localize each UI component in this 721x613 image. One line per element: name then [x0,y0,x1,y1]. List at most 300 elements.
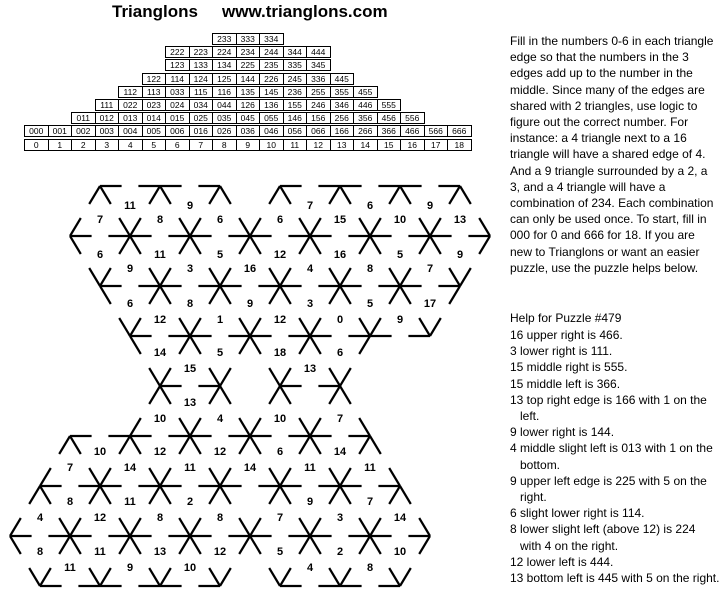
hint-item: 15 middle left is 366. [510,376,621,391]
combination-cell: 366 [377,125,402,137]
triangle-number: 7 [66,462,74,474]
edge-line [29,568,40,586]
edge-line [329,186,340,204]
triangle-number: 9 [186,200,194,212]
combination-cell: 145 [259,86,284,98]
edge-line [179,436,190,454]
edge-line [250,318,261,336]
triangle-number: 11 [184,462,196,474]
triangle-number: 11 [124,496,136,508]
edge-line [130,236,141,254]
combination-cell: 025 [189,112,214,124]
edge-line [220,486,231,504]
combination-cell: 133 [189,59,214,71]
triangle-number: 3 [306,298,314,310]
edge-line [430,236,441,254]
combination-cell: 555 [377,99,402,111]
triangle-number: 12 [273,249,287,261]
triangle-number: 13 [183,397,197,409]
triangle-number: 7 [366,496,374,508]
triangle-number: 9 [456,249,464,261]
combination-cell: 234 [236,46,261,58]
edge-line [220,368,231,386]
edge-line [269,486,280,504]
edge-line [359,436,370,454]
edge-line [310,318,321,336]
edge-line [160,186,171,204]
triangle-number: 4 [306,263,314,275]
edge-line [389,486,400,504]
triangle-number: 7 [336,413,344,425]
edge-line [329,568,340,586]
edge-line [160,486,171,504]
combination-cell: 445 [330,73,355,85]
triangle-number: 10 [93,446,107,458]
triangle-number: 6 [276,214,284,226]
sum-cell: 2 [71,139,96,151]
triangle-number: 10 [393,546,407,558]
edge-line [449,286,460,304]
combination-cell: 016 [189,125,214,137]
triangle-number: 15 [333,214,347,226]
triangle-number: 7 [426,263,434,275]
sum-cell: 11 [283,139,308,151]
edge-line [40,486,51,504]
triangle-number: 8 [366,263,374,275]
edge-line [239,218,250,236]
combination-cell: 036 [236,125,261,137]
sum-cell: 15 [377,139,402,151]
edge-line [280,268,291,286]
edge-line [250,536,261,554]
hint-item: 15 middle right is 555. [510,360,628,375]
combination-cell: 356 [353,112,378,124]
combination-cell: 125 [212,73,237,85]
edge-line [190,318,201,336]
triangle-number: 8 [156,214,164,226]
edge-line [130,536,141,554]
triangle-number: 8 [186,298,194,310]
hint-item: 16 upper right is 466. [510,328,623,342]
combination-cell: 166 [330,125,355,137]
triangle-number: 5 [276,546,284,558]
combination-cell: 115 [189,86,214,98]
edge-line [460,186,471,204]
edge-line [310,336,321,354]
triangle-number: 12 [273,314,287,326]
edge-line [449,186,460,204]
edge-line [89,268,100,286]
edge-line [190,518,201,536]
triangle-number: 17 [423,298,437,310]
triangle-number: 9 [396,314,404,326]
edge-line [149,468,160,486]
edge-line [419,218,430,236]
combination-cell: 022 [118,99,143,111]
edge-line [130,218,141,236]
triangle-number: 8 [36,546,44,558]
combination-cell: 011 [71,112,96,124]
combination-cell: 001 [48,125,73,137]
edge-line [269,468,280,486]
triangle-number: 6 [336,347,344,359]
combination-cell: 355 [330,86,355,98]
edge-line [280,386,291,404]
edge-line [250,336,261,354]
triangle-number: 9 [126,263,134,275]
edge-line [119,536,130,554]
combination-cell: 256 [330,112,355,124]
triangle-number: 6 [126,298,134,310]
edge-line [299,236,310,254]
sum-cell: 13 [330,139,355,151]
edge-line [269,286,280,304]
edge-line [130,436,141,454]
edge-line [329,486,340,504]
edge-line [130,518,141,536]
triangle-number: 2 [186,496,194,508]
edge-line [299,336,310,354]
edge-line [250,418,261,436]
edge-line [149,368,160,386]
combination-cell: 111 [95,99,120,111]
edge-line [160,468,171,486]
triangle-number: 5 [216,347,224,359]
triangle-number: 11 [154,249,166,261]
triangle-number: 9 [246,298,254,310]
edge-line [160,368,171,386]
triangle-number: 5 [366,298,374,310]
combination-cell: 235 [259,59,284,71]
combination-cell: 222 [165,46,190,58]
triangle-number: 5 [216,249,224,261]
combination-cell: 113 [142,86,167,98]
triangle-number: 14 [243,462,257,474]
combination-cell: 123 [165,59,190,71]
triangle-number: 11 [64,562,76,574]
edge-line [209,186,220,204]
hint-item: 12 lower left is 444. [510,554,614,569]
combination-cell: 224 [212,46,237,58]
edge-line [269,386,280,404]
edge-line [190,336,201,354]
combination-cell: 122 [142,73,167,85]
edge-line [239,436,250,454]
triangle-number: 14 [333,446,347,458]
edge-line [400,486,411,504]
combination-cell: 044 [212,99,237,111]
combination-cell: 233 [212,33,237,45]
triangle-number: 11 [94,546,106,558]
instructions-text: Fill in the numbers 0-6 in each triangle edge so that the numbers in the 3 edges add up to the number in the middle. Since many of the edges are shared with 2 triangles, use logic to figure out the correct number. For instance: a 4 triangle next to a 16 triangle will have a shared edge of 4. And a 9 triangle surrounded by a 2, a 3, and a 4 triangle will have a combination of 234. Each combination can only be used once. To start, fill in 000 for 0 and 666 for 18. If you are new to Trianglons or want an easier puzzle, use the puzzle helps below. [510,34,714,275]
combination-cell: 155 [283,99,308,111]
edge-line [389,468,400,486]
site-url: www.trianglons.com [222,2,388,21]
combination-cell: 255 [306,86,331,98]
triangle-number: 11 [124,200,136,212]
triangle-number: 6 [96,249,104,261]
edge-line [370,536,381,554]
triangle-number: 10 [273,413,287,425]
edge-line [119,518,130,536]
edge-line [160,568,171,586]
edge-line [329,286,340,304]
edge-line [190,536,201,554]
edge-line [89,486,100,504]
combination-cell: 006 [165,125,190,137]
edge-line [100,468,111,486]
edge-line [149,386,160,404]
triangle-number: 4 [36,512,44,524]
edge-line [10,518,21,536]
triangle-number: 4 [216,413,224,425]
edge-line [220,186,231,204]
triangle-number: 10 [153,413,167,425]
triangle-number: 12 [153,446,167,458]
hint-item: 8 lower slight left (above 12) is 224 with 4 on the right. [510,522,696,553]
edge-line [419,318,430,336]
combination-cell: 005 [142,125,167,137]
edge-line [340,186,351,204]
triangle-number: 8 [216,512,224,524]
combination-cell: 013 [118,112,143,124]
edge-line [359,236,370,254]
triangle-number: 12 [93,512,107,524]
edge-line [329,268,340,286]
edge-line [310,218,321,236]
edge-line [359,518,370,536]
triangle-number: 8 [66,496,74,508]
hint-list [510,327,720,586]
triangle-number: 9 [306,496,314,508]
edge-line [419,518,430,536]
combination-cell: 056 [283,125,308,137]
edge-line [299,318,310,336]
edge-line [340,268,351,286]
triangle-number: 11 [364,462,376,474]
edge-line [149,486,160,504]
edge-line [100,286,111,304]
edge-line [149,186,160,204]
edge-line [310,536,321,554]
triangle-number: 12 [213,446,227,458]
edge-line [179,218,190,236]
edge-line [280,568,291,586]
triangle-number: 0 [336,314,344,326]
edge-line [400,568,411,586]
edge-line [329,368,340,386]
combination-cell: 034 [189,99,214,111]
edge-line [209,486,220,504]
edge-line [190,236,201,254]
triangle-number: 2 [336,546,344,558]
combination-cell: 136 [259,99,284,111]
combination-cell: 225 [236,59,261,71]
edge-line [340,286,351,304]
hint-item: 9 upper left edge is 225 with 5 on the right. [510,473,707,505]
edge-line [209,386,220,404]
triangle-number: 7 [306,200,314,212]
edge-line [59,518,70,536]
sum-cell: 7 [189,139,214,151]
sum-cell: 16 [400,139,425,151]
combination-cell: 466 [400,125,425,137]
combination-cell: 146 [283,112,308,124]
combination-cell: 015 [165,112,190,124]
hint-item: 13 bottom left is 445 with 5 on the right. [510,571,720,586]
combination-cell: 004 [118,125,143,137]
combination-cell: 126 [236,99,261,111]
triangle-number: 6 [216,214,224,226]
triangle-number: 12 [153,314,167,326]
edge-line [299,436,310,454]
combination-cell: 456 [377,112,402,124]
combination-cell: 245 [283,73,308,85]
edge-line [10,536,21,554]
combination-cell: 223 [189,46,214,58]
edge-line [179,236,190,254]
edge-line [160,268,171,286]
edge-line [340,568,351,586]
edge-line [160,286,171,304]
edge-line [70,536,81,554]
edge-line [479,236,490,254]
combination-cell: 135 [236,86,261,98]
edge-line [59,436,70,454]
edge-line [359,536,370,554]
edge-line [250,236,261,254]
edge-line [29,486,40,504]
edge-line [280,486,291,504]
combination-cell: 333 [236,33,261,45]
edge-line [370,436,381,454]
edge-line [400,186,411,204]
edge-line [220,268,231,286]
triangle-number: 8 [156,512,164,524]
sum-cell: 8 [212,139,237,151]
combination-cell: 226 [259,73,284,85]
edge-line [149,286,160,304]
edge-line [220,468,231,486]
edge-line [389,186,400,204]
triangle-number: 14 [153,347,167,359]
combination-cell: 566 [424,125,449,137]
triangle-number: 10 [183,562,197,574]
edge-line [269,186,280,204]
edge-line [280,286,291,304]
edge-line [460,268,471,286]
combination-cell: 014 [142,112,167,124]
edge-line [250,218,261,236]
hint-item: 13 top right edge is 166 with 1 on the left. [510,392,707,424]
combination-cell: 045 [236,112,261,124]
triangle-number: 9 [126,562,134,574]
combination-cell: 344 [283,46,308,58]
combination-cell: 033 [165,86,190,98]
hint-item: 3 lower right is 111. [510,344,613,359]
edge-line [119,218,130,236]
sum-cell: 6 [165,139,190,151]
combination-cell: 244 [259,46,284,58]
combination-cell: 236 [283,86,308,98]
triangle-number: 13 [453,214,467,226]
edge-line [209,468,220,486]
edge-line [179,518,190,536]
edge-line [250,518,261,536]
edge-line [130,318,141,336]
combination-cell: 134 [212,59,237,71]
edge-line [70,436,81,454]
edge-line [89,468,100,486]
edge-line [239,418,250,436]
edge-line [400,286,411,304]
triangle-number: 13 [153,546,167,558]
triangle-number: 6 [366,200,374,212]
triangle-number: 3 [186,263,194,275]
edge-line [190,218,201,236]
help-title: Help for Puzzle #479 [510,311,622,325]
combination-cell: 003 [95,125,120,137]
edge-line [89,186,100,204]
combination-cell: 444 [306,46,331,58]
edge-line [269,368,280,386]
hint-item: 9 lower right is 144. [510,425,615,440]
edge-line [269,268,280,286]
triangle-number: 8 [366,562,374,574]
combination-cell: 455 [353,86,378,98]
edge-line [340,486,351,504]
edge-line [239,318,250,336]
edge-line [239,536,250,554]
combination-cell: 112 [118,86,143,98]
edge-line [419,536,430,554]
combination-cell: 114 [165,73,190,85]
combination-cell: 334 [259,33,284,45]
edge-line [179,336,190,354]
triangle-number: 16 [243,263,257,275]
edge-line [130,336,141,354]
combination-cell: 345 [306,59,331,71]
combination-cell: 346 [330,99,355,111]
edge-line [160,386,171,404]
combination-cell: 002 [71,125,96,137]
edge-line [299,518,310,536]
edge-line [100,268,111,286]
edge-line [70,218,81,236]
combination-cell: 156 [306,112,331,124]
edge-line [239,336,250,354]
combination-cell: 666 [447,125,472,137]
combination-cell: 335 [283,59,308,71]
combination-cell: 116 [212,86,237,98]
sum-cell: 12 [306,139,331,151]
edge-line [389,268,400,286]
combination-cell: 026 [212,125,237,137]
edge-line [220,386,231,404]
triangle-number: 11 [304,462,316,474]
triangle-number: 9 [426,200,434,212]
edge-line [329,468,340,486]
edge-line [370,518,381,536]
edge-line [449,268,460,286]
edge-line [340,468,351,486]
combination-cell: 055 [259,112,284,124]
edge-line [209,568,220,586]
edge-line [130,418,141,436]
edge-line [209,268,220,286]
edge-line [389,286,400,304]
edge-line [119,436,130,454]
